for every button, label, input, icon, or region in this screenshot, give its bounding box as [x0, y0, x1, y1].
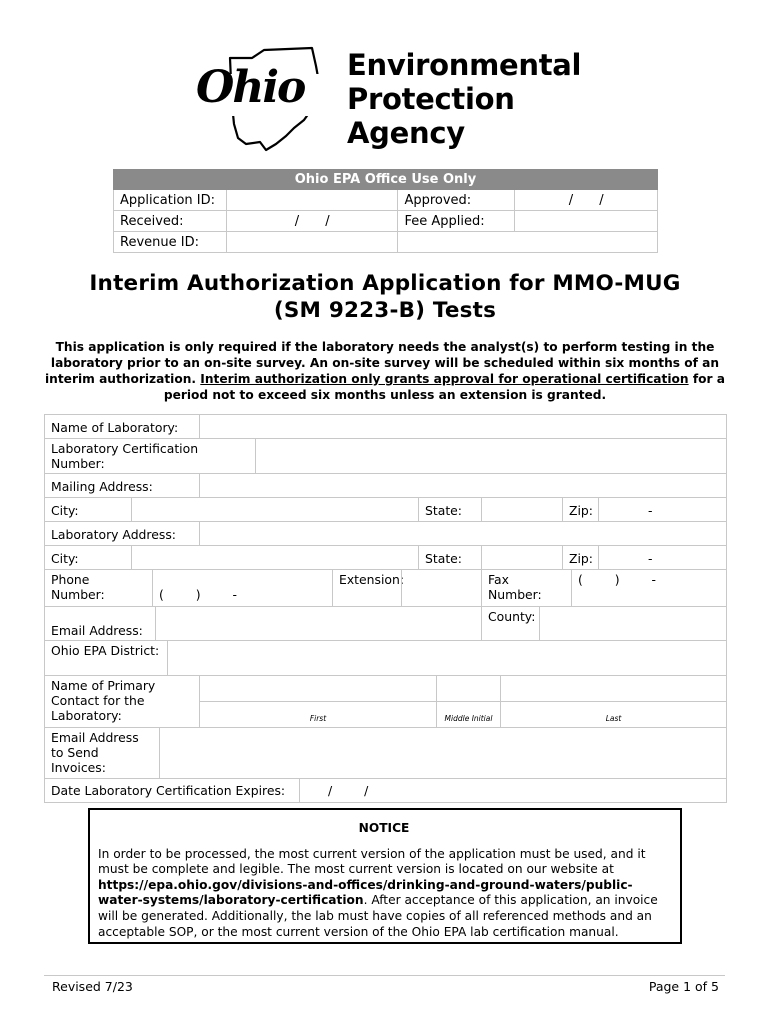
page-title [30, 270, 740, 324]
lab-state-label: State: [418, 546, 481, 569]
notice-text-start: In order to be processed, the most current version of the application must be used, and it must be complete and legible. The most current version is located on our website at [98, 846, 646, 877]
state-field[interactable] [481, 498, 562, 521]
county-label: County: [481, 607, 539, 640]
invoice-email-field[interactable] [159, 728, 726, 778]
contact-middle-field[interactable] [436, 676, 500, 727]
contact-last-field[interactable] [500, 676, 726, 727]
intro-text: This application is only required if the laboratory needs the analyst(s) to perform testing in the laboratory prior to an on-site survey. An on-site survey will be scheduled within six months of an interim authorization. [45, 340, 720, 386]
title-line-2: (SM 9223-B) Tests [273, 298, 497, 323]
notice-url-link[interactable]: https://epa.ohio.gov/divisions-and-offices/drinking-and-ground-waters/public-water-systems/laboratory-certification [98, 877, 633, 908]
revenue-id-field[interactable] [226, 232, 397, 253]
invoice-email-label: Email Address to Send Invoices: [51, 730, 139, 775]
extension-field[interactable] [401, 570, 481, 606]
zip-label: Zip: [562, 498, 598, 521]
district-field[interactable] [167, 641, 726, 675]
email-address-field[interactable] [155, 607, 481, 640]
county-field[interactable] [539, 607, 726, 640]
application-id-label: Application ID: [114, 190, 227, 211]
revenue-id-blank [398, 232, 658, 253]
lab-cert-number-field[interactable] [255, 439, 726, 473]
agency-line-3: Agency [347, 116, 465, 150]
lab-city-field[interactable] [131, 546, 418, 569]
office-use-table [113, 169, 658, 253]
intro-underlined-text: Interim authorization only grants approval for operational certification [200, 372, 689, 386]
city-field[interactable] [131, 498, 418, 521]
application-id-field[interactable] [226, 190, 397, 211]
fax-number-field[interactable]: ( ) - [571, 570, 726, 606]
approved-date-field[interactable]: / / [515, 190, 658, 211]
title-line-1: Interim Authorization Application for MMO-MUG [89, 271, 681, 296]
mailing-address-field[interactable] [199, 474, 726, 497]
office-use-header: Ohio EPA Office Use Only [114, 170, 658, 190]
page-footer [44, 975, 725, 994]
lab-state-field[interactable] [481, 546, 562, 569]
notice-text-end: . After acceptance of this application, an invoice will be generated. Additionally, the lab must have copies of all referenced methods and an acceptable SOP, or the most current version of the Ohio EPA lab certification manual. [98, 893, 658, 939]
lab-zip-field[interactable]: - [598, 546, 726, 569]
notice-heading: NOTICE [358, 821, 410, 835]
lab-name-label: Name of Laboratory: [51, 420, 179, 435]
lab-zip-label: Zip: [562, 546, 598, 569]
agency-line-1: Environmental [347, 48, 582, 82]
contact-first-field[interactable] [199, 676, 436, 727]
approved-label: Approved: [398, 190, 515, 211]
lab-name-field[interactable] [199, 415, 726, 438]
page-number: Page 1 of 5 [648, 979, 719, 994]
district-label: Ohio EPA District: [51, 643, 160, 658]
application-form [44, 414, 727, 803]
state-label: State: [418, 498, 481, 521]
email-address-label: Email Address: [51, 623, 143, 638]
contact-last-caption: Last [605, 714, 622, 723]
phone-number-field[interactable]: ( ) - [152, 570, 332, 606]
notice-text [98, 847, 670, 941]
primary-contact-label: Name of Primary Contact for the Laboratory: [51, 678, 156, 723]
city-label: City: [51, 503, 79, 518]
received-label: Received: [114, 211, 227, 232]
ohio-epa-logo [190, 44, 590, 156]
lab-city-label: City: [51, 551, 79, 566]
fee-applied-field[interactable] [515, 211, 658, 232]
fee-applied-label: Fee Applied: [398, 211, 515, 232]
notice-box [88, 808, 682, 944]
phone-number-label: Phone Number: [51, 572, 105, 602]
cert-expires-label: Date Laboratory Certification Expires: [51, 783, 286, 798]
lab-address-field[interactable] [199, 522, 726, 545]
revenue-id-label: Revenue ID: [114, 232, 227, 253]
lab-cert-number-label: Laboratory Certification Number: [51, 441, 199, 471]
ohio-script-text: Ohio [196, 62, 305, 113]
received-date-field[interactable]: / / [226, 211, 397, 232]
lab-address-label: Laboratory Address: [51, 527, 176, 542]
intro-text-end: for a period not to exceed six months unless an extension is granted. [163, 372, 725, 402]
zip-field[interactable]: - [598, 498, 726, 521]
fax-number-label: Fax Number: [481, 570, 571, 606]
contact-middle-caption: Middle Initial [444, 714, 493, 723]
cert-expires-field[interactable]: / / [299, 779, 726, 802]
contact-first-caption: First [309, 714, 327, 723]
mailing-address-label: Mailing Address: [51, 479, 153, 494]
extension-label: Extension: [332, 570, 401, 606]
intro-paragraph [40, 339, 730, 403]
revised-date: Revised 7/23 [52, 979, 133, 994]
agency-line-2: Protection [347, 82, 515, 116]
